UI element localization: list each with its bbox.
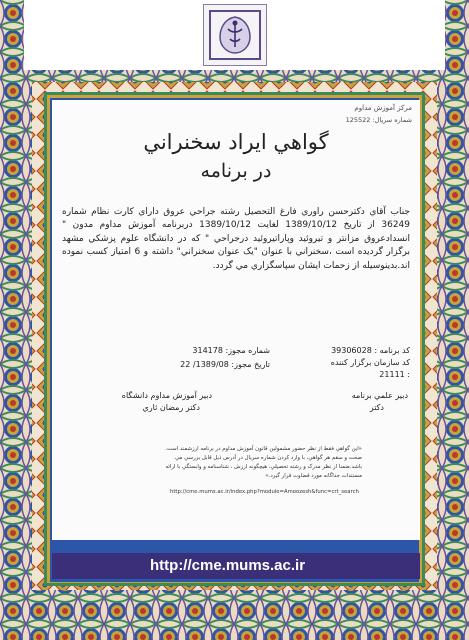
program-code-row	[331, 346, 410, 355]
org-code-value-row	[379, 370, 410, 379]
site-url[interactable]: http://cme.mums.ac.ir	[150, 557, 306, 574]
university-emblem-icon	[203, 4, 267, 66]
org-code-row	[331, 358, 410, 367]
org-code-value: : 21111	[379, 370, 410, 379]
serial-number: شماره سريال: 125522	[345, 116, 412, 124]
program-code-label: کد برنامه :	[374, 346, 410, 355]
license-date-row	[180, 360, 270, 369]
disclaimer-note	[62, 445, 362, 481]
org-code-label: کد سازمان برگزار کننده	[330, 358, 410, 367]
department-label: مرکز آموزش مداوم	[354, 104, 412, 112]
cme-secretary-title: دبير آموزش مداوم دانشگاه	[121, 391, 212, 400]
license-number-label: شماره مجوز:	[225, 346, 270, 355]
certificate-text: جناب آقاي دکترحسن راوري فارغ التحصيل رشته جراحي عروق داراي کارت نظام شماره 36249 از تاريخ 1389/10/12 لغايت 1389/10/12 دربرنامه آموزش مداوم مدون " انسدادعروق مزانتر و تيروئيد وپاراتيروئيد درجراحي " که در دانشگاه علوم پزشکي مشهد برگزار گرديده است ،سخنراني با عنوان "يک عنوان سخنراني" داشته و 6 امتياز کسب نموده اند.بدينوسيله از زحمات ايشان سپاسگزاري مي گردد.	[62, 207, 411, 271]
scientific-secretary-name: دکتر	[369, 403, 384, 412]
program-code-value: 39306028	[331, 346, 372, 355]
license-number-row	[192, 346, 270, 355]
certificate-title: گواهي ايراد سخنراني	[143, 130, 329, 154]
license-date-label: تاريخ مجوز:	[231, 360, 270, 369]
verification-url[interactable]: http://cme.mums.ac.ir/index.php?module=Amoozesh&func=crt_search	[170, 489, 359, 495]
disclaimer-line: مستندات جداگانه مورد قضاوت قرار گيرد.»	[265, 473, 362, 479]
disclaimer-line: باشد.ضمنا از نظر مدرک و رشته تحصيلي، هيچگونه ارزش ، شناسنامه و وابستگي با ارائه	[165, 464, 362, 470]
cme-secretary-name: دکتر رمضان ثاري	[142, 403, 200, 412]
license-date-value: 1389/08/ 22	[180, 360, 229, 369]
certificate-subtitle: در برنامه	[200, 160, 272, 182]
scientific-secretary-title: دبير علمي برنامه	[351, 391, 408, 400]
disclaimer-line: صحت و سقم هر گواهي، با وارد کردن شماره سريال در آدرس ذيل قابل بررسي مي	[175, 455, 362, 461]
license-number-value: 314178	[192, 346, 223, 355]
disclaimer-line: «اين گواهي فقط از نظر حضور مشمولين قانون آموزش مداوم در برنامه ارزشمند است.	[165, 446, 362, 452]
